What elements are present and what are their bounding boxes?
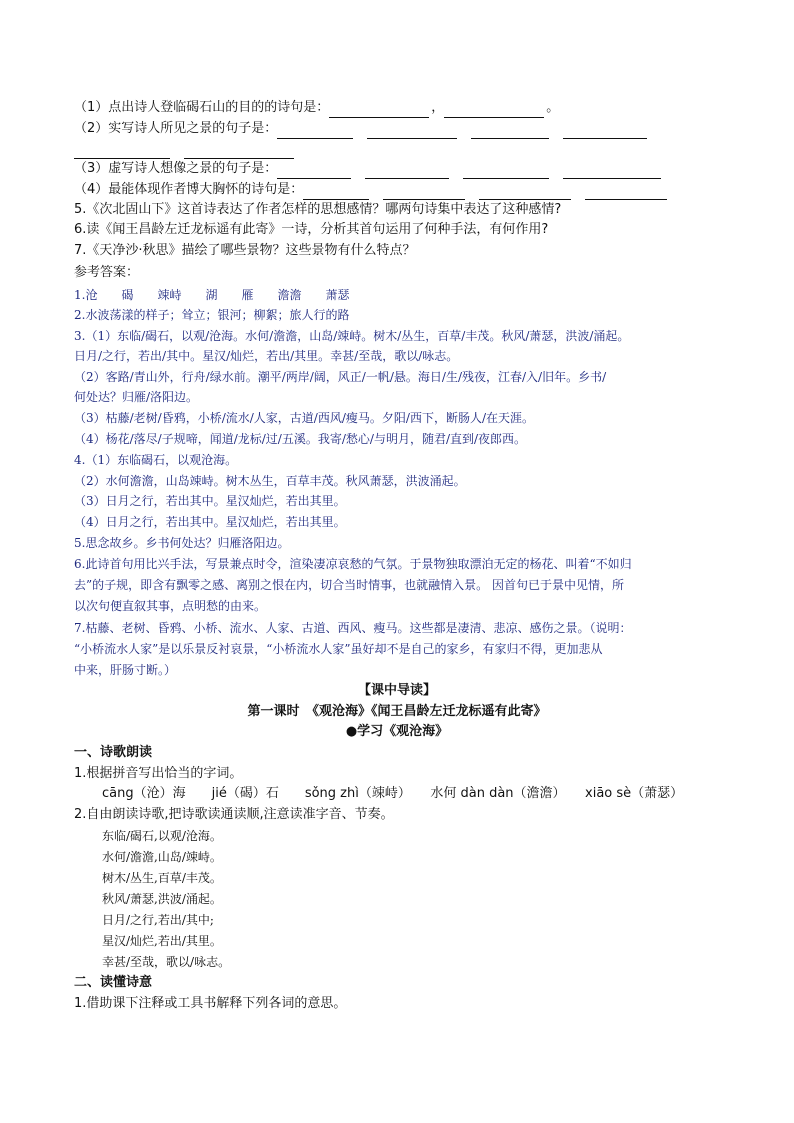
answer-3-2b: 何处达？归雁/洛阳边。 (74, 390, 199, 404)
poem-line: 水何/澹澹,山岛/竦峙。 (102, 850, 222, 864)
answer-7-1: 7.枯藤、老树、昏鸦、小桥、流水、人家、古道、西风、瘦马。这些都是凄清、悲凉、感伤之景。（说明： (74, 621, 632, 635)
answer-blank (74, 144, 170, 159)
answer-3-1: 3.（1）东临/碣石，以观/沧海。水何/澹澹，山岛/竦峙。树木/丛生，百草/丰茂。秋风/萧瑟，洪波/涌起。 (74, 329, 630, 343)
question-4 (74, 180, 681, 200)
answer-6-3: 以次句便直叙其事，点明愁的由来。 (74, 599, 267, 613)
answer-2: 2.水波荡漾的样子；耸立；银河；柳絮；旅人行的路 (74, 308, 350, 322)
question-7: 7.《天净沙·秋思》描绘了哪些景物？这些景物有什么特点？ (74, 243, 416, 258)
section-title: 【课中导读】 (357, 683, 436, 698)
answer-blank (563, 124, 647, 139)
poem-line: 东临/碣石,以观/沧海。 (102, 829, 222, 843)
answer-3-3: （3）枯藤/老树/昏鸦，小桥/流水/人家，古道/西风/瘦马。夕阳/西下，断肠人/在天涯。 (74, 411, 534, 425)
answer-blank (303, 185, 369, 200)
part1-item1: 1.根据拼音写出恰当的字词。 (74, 766, 243, 781)
answer-blank (383, 185, 465, 200)
question-1 (74, 98, 559, 118)
answer-blank (585, 185, 667, 200)
answer-5: 5.思念故乡。乡书何处达？归雁洛阳边。 (74, 536, 290, 550)
answer-6-1: 6.此诗首句用比兴手法，写景兼点时令，渲染凄凉哀愁的气氛。于景物独取漂泊无定的杨花、叫着“不如归 (74, 557, 632, 571)
question-2-cont (74, 139, 308, 159)
answer-blank (463, 164, 549, 179)
answer-4-4: （4）日月之行，若出其中。星汉灿烂，若出其里。 (74, 515, 346, 529)
answer-4-1: 4.（1）东临碣石，以观沧海。 (74, 453, 238, 467)
part1-item2: 2.自由朗读诗歌,把诗歌读通读顺,注意读准字音、节奏。 (74, 807, 394, 822)
section-subtitle: 第一课时 《观沧海》《闻王昌龄左迁龙标遥有此寄》 (247, 704, 547, 719)
question-2 (74, 119, 661, 139)
pinyin-line: cāng（沧）海 jié（碣）石 sǒng zhì（竦峙） 水何 dàn dàn（澹澹） xiāo sè（萧瑟） (102, 786, 684, 801)
answer-blank (479, 185, 571, 200)
answer-1: 1.沧 碣 竦峙 湖 雁 澹澹 萧瑟 (74, 288, 350, 302)
answer-3-4: （4）杨花/落尽/子规啼，闻道/龙标/过/五溪。我寄/愁心/与明月，随君/直到/夜郎西。 (74, 432, 527, 446)
poem-line: 星汉/灿烂,若出/其里。 (102, 934, 222, 948)
poem-line: 秋风/萧瑟,洪波/涌起。 (102, 892, 222, 906)
question-3 (74, 159, 675, 179)
answer-blank (277, 164, 351, 179)
part2-heading: 二、读懂诗意 (74, 975, 153, 990)
part1-heading: 一、诗歌朗读 (74, 745, 153, 760)
answer-blank (329, 103, 429, 118)
answer-7-3: 中来，肝肠寸断。） (74, 663, 177, 677)
poem-line: 幸甚/至哉，歌以/咏志。 (102, 955, 231, 969)
question-4-text: （4）最能体现作者博大胸怀的诗句是： (74, 182, 304, 197)
answer-blank (277, 124, 353, 139)
question-6: 6.读《闻王昌龄左迁龙标遥有此寄》一诗，分析其首句运用了何种手法，有何作用? (74, 222, 549, 237)
answer-6-2: 去”的子规，即含有飘零之感、离别之恨在内，切合当时情事，也就融情入景。 因首句已于景中见情，所 (74, 578, 624, 592)
question-5: 5.《次北固山下》这首诗表达了作者怎样的思想感情？哪两句诗集中表达了这种感情? (74, 202, 562, 217)
answer-blank (365, 164, 449, 179)
question-2-text: （2）实写诗人所见之景的句子是： (74, 121, 278, 136)
study-heading: ●学习《观沧海》 (345, 724, 449, 739)
answer-blank (444, 103, 544, 118)
question-3-text: （3）虚写诗人想像之景的句子是： (74, 161, 278, 176)
answer-blank (471, 124, 549, 139)
part2-item1: 1.借助课下注释或工具书解释下列各词的意思。 (74, 996, 347, 1011)
answers-heading: 参考答案： (74, 265, 140, 280)
answer-7-2: “小桥流水人家”是以乐景反衬哀景，“小桥流水人家”虽好却不是自己的家乡，有家归不得，更加悲从 (74, 642, 603, 656)
period: 。 (546, 100, 560, 115)
answer-3-1b: 日月/之行，若出/其中。星汉/灿烂，若出/其里。幸甚/至哉，歌以/咏志。 (74, 349, 459, 363)
answer-4-2: （2）水何澹澹，山岛竦峙。树木丛生，百草丰茂。秋风萧瑟，洪波涌起。 (74, 474, 466, 488)
answer-3-2: （2）客路/青山外，行舟/绿水前。潮平/两岸/阔，风正/一帆/悬。海日/生/残夜，江春/入/旧年。乡书/ (74, 370, 607, 384)
answer-blank (367, 124, 457, 139)
answer-blank (563, 164, 661, 179)
question-1-text: （1）点出诗人登临碣石山的目的的诗句是： (74, 100, 330, 115)
separator: ， (431, 100, 445, 115)
poem-line: 树木/丛生,百草/丰茂。 (102, 871, 222, 885)
poem-line: 日月/之行,若出/其中; (102, 913, 214, 927)
answer-4-3: （3）日月之行，若出其中。星汉灿烂，若出其里。 (74, 494, 346, 508)
answer-blank (184, 144, 294, 159)
